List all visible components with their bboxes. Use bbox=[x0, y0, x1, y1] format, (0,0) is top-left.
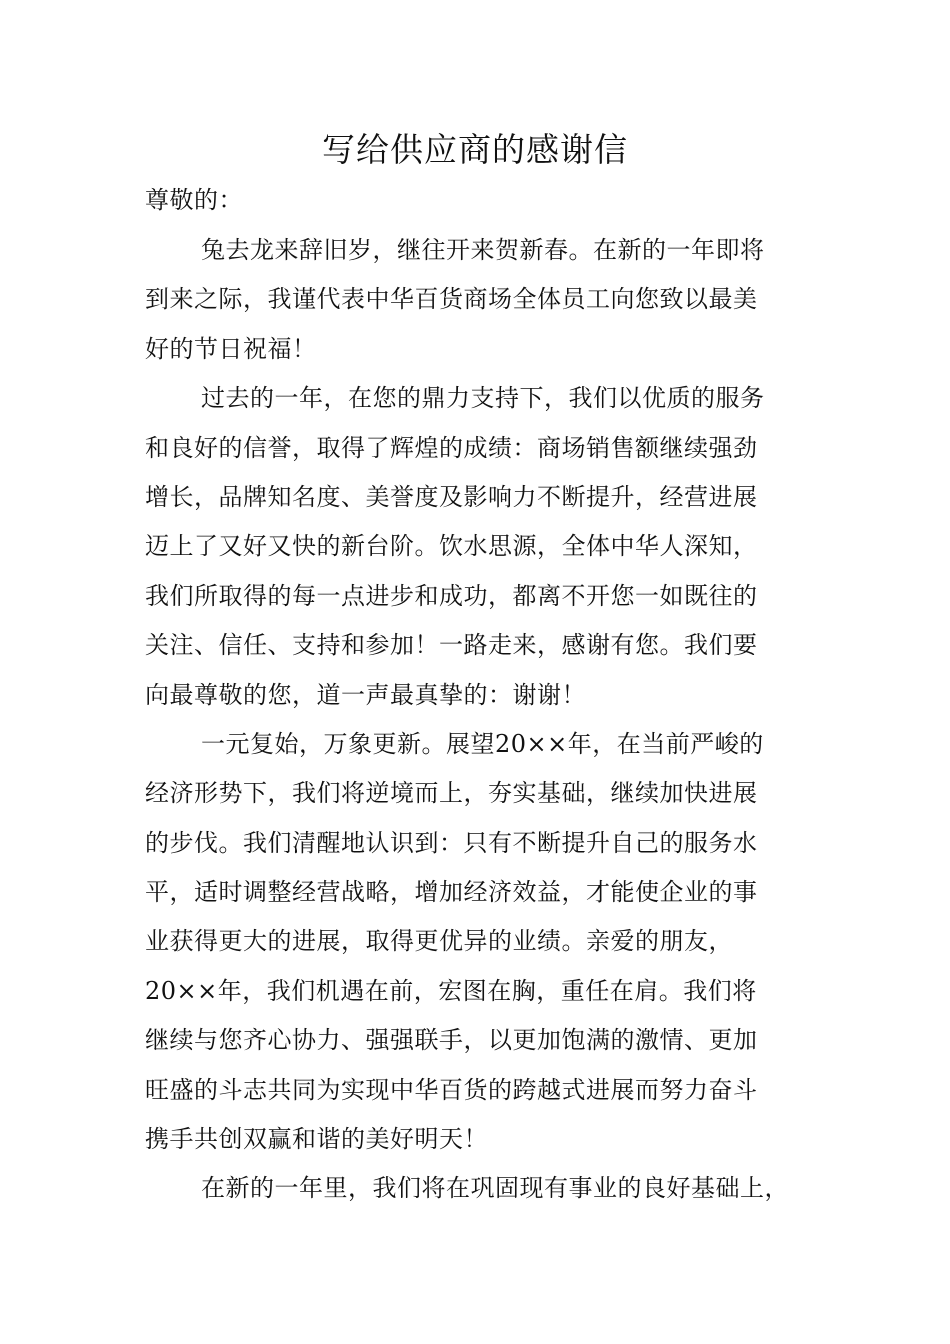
body-line: 和良好的信誉，取得了辉煌的成绩：商场销售额继续强劲 bbox=[145, 433, 758, 462]
body-line: 经济形势下，我们将逆境而上，夯实基础，继续加快进展 bbox=[145, 779, 758, 808]
document-title: 写给供应商的感谢信 bbox=[322, 130, 628, 169]
body-line: 在新的一年里，我们将在巩固现有事业的良好基础上， bbox=[201, 1174, 789, 1203]
body-line: 平，适时调整经营战略，增加经济效益，才能使企业的事 bbox=[145, 878, 758, 907]
letter-body bbox=[145, 180, 815, 1214]
body-line: 我们所取得的每一点进步和成功，都离不开您一如既往的 bbox=[145, 581, 758, 610]
letter-lines bbox=[145, 226, 815, 1214]
body-line: 到来之际，我谨代表中华百货商场全体员工向您致以最美 bbox=[145, 285, 758, 314]
body-line: 一元复始，万象更新。展望20××年，在当前严峻的 bbox=[201, 729, 764, 758]
body-line: 继续与您齐心协力、强强联手，以更加饱满的激情、更加 bbox=[145, 1026, 758, 1055]
body-line: 向最尊敬的您，道一声最真挚的：谢谢！ bbox=[145, 680, 586, 709]
salutation: 尊敬的： bbox=[145, 186, 243, 214]
body-line: 兔去龙来辞旧岁，继往开来贺新春。在新的一年即将 bbox=[201, 236, 765, 264]
body-line: 迈上了又好又快的新台阶。饮水思源，全体中华人深知， bbox=[145, 532, 758, 561]
body-line: 20××年，我们机遇在前，宏图在胸，重任在肩。我们将 bbox=[145, 976, 757, 1005]
body-line: 过去的一年，在您的鼎力支持下，我们以优质的服务 bbox=[201, 384, 765, 413]
body-line: 增长，品牌知名度、美誉度及影响力不断提升，经营进展 bbox=[145, 482, 758, 511]
body-line: 好的节日祝福！ bbox=[145, 334, 317, 363]
body-line: 旺盛的斗志共同为实现中华百货的跨越式进展而努力奋斗 bbox=[145, 1075, 758, 1104]
body-line: 的步伐。我们清醒地认识到：只有不断提升自己的服务水 bbox=[145, 828, 758, 857]
body-line: 业获得更大的进展，取得更优异的业绩。亲爱的朋友， bbox=[145, 927, 733, 956]
body-line: 携手共创双赢和谐的美好明天！ bbox=[145, 1125, 488, 1154]
body-line: 关注、信任、支持和参加！一路走来，感谢有您。我们要 bbox=[145, 631, 758, 660]
